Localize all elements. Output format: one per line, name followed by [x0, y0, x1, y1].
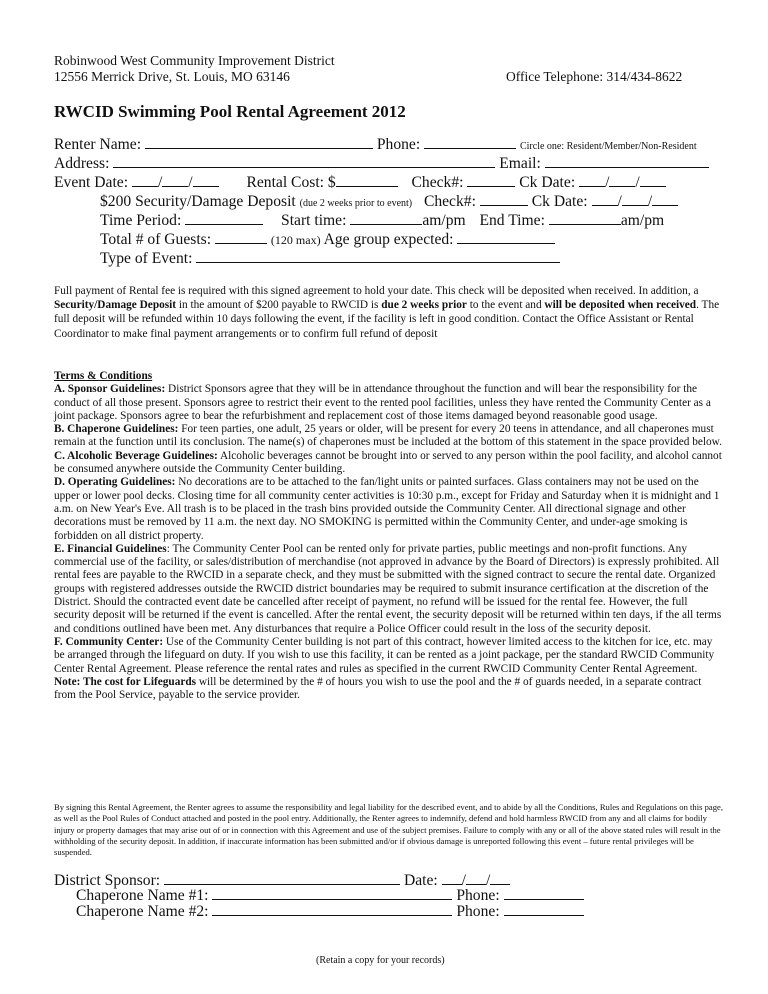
payment-bold: Security/Damage Deposit — [54, 299, 177, 312]
payment-paragraph — [54, 284, 724, 341]
security-deposit-note: (due 2 weeks prior to event) — [299, 198, 413, 209]
renter-name-label: Renter Name: — [54, 136, 142, 153]
org-address: 12556 Merrick Drive, St. Louis, MO 63146 — [54, 69, 290, 84]
terms-text: : The Community Center Pool can be rented only for private parties, public meetings and non-profit functions. Any commercial use of the facility, or sales/distribution of merchandise (not approved in advance by the Board of Directors) is expressly prohibited. All rental fees are payable to the RWCID in a separate check, and they must be submitted with the signed contract to secure the rental date. Organized groups with registered addresses outside the RWCID district boundaries may be required to submit insurance certification at the discretion of the District. Should the contracted event date be cancelled after receipt of payment, no refund will be issued for the rental fee. However, the full security deposit will be returned if the event is cancelled. After the rental event, the security deposit will be returned within ten days, if the all terms and conditions outlined have been met. Any disturbances that require a Police Officer could result in the loss of the security deposit. — [54, 542, 722, 635]
page-title: RWCID Swimming Pool Rental Agreement 2012 — [54, 102, 406, 121]
terms-item-f — [54, 636, 724, 676]
event-type-row — [100, 250, 560, 268]
payment-text: Full payment of Rental fee is required with this signed agreement to hold your date. This check will be deposited when received. In addition, a — [54, 285, 699, 297]
chaperone-1-label: Chaperone Name #1: — [76, 887, 209, 904]
phone-field[interactable] — [424, 147, 516, 149]
deposit-ck-year-field[interactable] — [652, 204, 678, 206]
check-number-field[interactable] — [467, 185, 515, 187]
date-slash: / — [605, 174, 610, 191]
chaperone-1-phone-label: Phone: — [456, 887, 500, 904]
terms-item-a — [54, 383, 724, 423]
terms-label: B. Chaperone Guidelines: — [54, 423, 179, 436]
start-time-field[interactable] — [350, 223, 422, 225]
deposit-check-field[interactable] — [480, 204, 528, 206]
sponsor-label: District Sponsor: — [54, 872, 161, 889]
sponsor-year-field[interactable] — [490, 883, 510, 885]
sponsor-month-field[interactable] — [442, 883, 462, 885]
rental-cost-label: Rental Cost: $ — [246, 174, 336, 191]
event-day-field[interactable] — [162, 185, 188, 187]
date-slash: / — [157, 174, 163, 191]
date-slash: / — [647, 193, 653, 210]
terms-text: For teen parties, one adult, 25 years or older, will be present for every 20 teens in attendance, and all chaperones must remain at the function until its conclusion. The name(s) of chaperones must be included at the bottom of this statement in the space provided below. — [54, 423, 722, 449]
payment-bold: due 2 weeks prior — [381, 299, 467, 312]
renter-name-field[interactable] — [145, 147, 373, 149]
ck-date-label: Ck Date: — [519, 174, 576, 191]
retain-copy-footer: (Retain a copy for your records) — [316, 955, 445, 966]
sponsor-date-label: Date: — [403, 872, 438, 889]
guests-field[interactable] — [215, 242, 267, 244]
terms-label: Note: The cost for Lifeguards — [54, 675, 197, 688]
deposit-ck-date-label: Ck Date: — [531, 193, 588, 210]
terms-note — [54, 676, 724, 703]
chaperone-2-phone-field[interactable] — [504, 914, 584, 916]
residency-options[interactable]: Circle one: Resident/Member/Non-Resident — [519, 141, 697, 152]
org-name: Robinwood West Community Improvement District — [54, 53, 335, 68]
address-row — [54, 155, 709, 173]
guests-row — [100, 231, 555, 249]
terms-label: A. Sponsor Guidelines: — [54, 383, 166, 396]
event-date-label: Event Date: — [54, 174, 129, 191]
event-month-field[interactable] — [132, 185, 158, 187]
terms-label: E. Financial Guidelines — [54, 542, 167, 555]
email-field[interactable] — [545, 166, 709, 168]
date-slash: / — [188, 174, 193, 191]
security-deposit-label: $200 Security/Damage Deposit — [100, 193, 296, 210]
terms-text: Use of the Community Center building is not part of this contract, however limited access to the kitchen for ice, etc. may be arranged through the lifeguard on duty. If you wish to use this facility, it can be rented as a joint package, per the standard RWCID Community Center Rental Agreement. Please reference the rental rates and rules as specified in the current RWCID Community Center Rental Agreement. — [54, 635, 715, 675]
end-time-label: End Time: — [479, 212, 545, 229]
terms-label: D. Operating Guidelines: — [54, 476, 176, 489]
terms-item-e — [54, 543, 724, 636]
payment-text: to the event and — [466, 299, 545, 312]
deposit-ck-day-field[interactable] — [622, 204, 648, 206]
sponsor-field[interactable] — [164, 883, 400, 885]
liability-fine-print: By signing this Rental Agreement, the Renter agrees to assume the responsibility and legal liability for the described event, and to abide by all the Conditions, Rules and Regulations on this page, as well as the Pool Rules of Conduct attached and posted in the pool entry. Additionally, the Renter agrees to indemnify, defend and hold harmless RWCID from any and all claims for bodily injury or property damages that may arise out of or in connection with this Agreement and use of the subject premises. Failure to comply with any or all of the above stated rules will result in the withholding of the security deposit. In addition, if inaccurate information has been submitted and/or if obvious damage is unreported following this event – future rental privileges will be suspended. — [54, 802, 723, 858]
date-slash: / — [461, 872, 466, 889]
payment-text: in the amount of $200 payable to RWCID is — [176, 299, 382, 312]
age-group-field[interactable] — [457, 242, 555, 244]
event-date-row — [54, 174, 666, 192]
terms-text: Alcoholic beverages cannot be brought into or served to any person within the pool facility, and alcohol cannot be consumed anywhere outside the Community Center building. — [54, 449, 722, 476]
start-time-label: Start time: — [281, 212, 347, 229]
ck-day-field[interactable] — [609, 185, 635, 187]
terms-label: C. Alcoholic Beverage Guidelines: — [54, 449, 218, 462]
end-am-pm[interactable]: am/pm — [620, 212, 665, 229]
chaperone-2-phone-label: Phone: — [456, 903, 500, 920]
email-label: Email: — [499, 155, 541, 172]
deposit-check-label: Check#: — [423, 193, 476, 210]
guests-max: (120 max) — [270, 233, 321, 247]
chaperone-2-row — [76, 903, 584, 921]
guests-label: Total # of Guests: — [100, 231, 212, 248]
address-label: Address: — [54, 155, 110, 172]
time-period-field[interactable] — [185, 223, 263, 225]
chaperone-1-phone-field[interactable] — [504, 898, 584, 900]
chaperone-2-label: Chaperone Name #2: — [76, 903, 209, 920]
event-year-field[interactable] — [193, 185, 219, 187]
rental-cost-field[interactable] — [336, 185, 398, 187]
terms-text: District Sponsors agree that they will be in attendance throughout the function and will bear the responsibility for the conduct of all those present. Sponsors agree to restrict their event to the rented pool facilities, unless they have rented the Community Center as a joint package. Sponsors agree to bear the refurbishment and replacement cost of those items damaged beyond reasonable good usage. — [54, 383, 711, 422]
date-slash: / — [635, 174, 640, 191]
security-deposit-row — [100, 193, 678, 211]
terms-label: F. Community Center: — [54, 635, 164, 648]
ck-year-field[interactable] — [640, 185, 666, 187]
address-field[interactable] — [113, 166, 495, 168]
office-phone: Office Telephone: 314/434-8622 — [506, 69, 683, 84]
end-time-field[interactable] — [549, 223, 621, 225]
time-period-label: Time Period: — [100, 212, 182, 229]
check-number-label: Check#: — [411, 174, 464, 191]
age-group-label: Age group expected: — [323, 231, 454, 248]
renter-name-row — [54, 136, 697, 154]
chaperone-1-field[interactable] — [212, 898, 452, 900]
sponsor-day-field[interactable] — [466, 883, 486, 885]
terms-heading: Terms & Conditions — [54, 370, 153, 382]
terms-item-b — [54, 423, 724, 450]
ck-month-field[interactable] — [579, 185, 605, 187]
chaperone-2-field[interactable] — [212, 914, 452, 916]
payment-bold: will be deposited when received — [544, 299, 697, 312]
event-type-field[interactable] — [196, 261, 560, 263]
payment-text: . The full deposit will be refunded within 10 days following the event, if the facility is left in good condition. Contact the Office Assistant or Rental Coordinator to make final payment arrangements or to confirm full refund of deposit — [54, 299, 720, 340]
terms-text: No decorations are to be attached to the fan/light units or painted surfaces. Glass containers may not be used on the upper or lower pool decks. Closing time for all community center activities is 10:30 p.m., except for Friday and Saturday when it is midnight and 1 a.m. on New Year's Eve. All trash is to be placed in the trash bins provided outside the Community Center. All directional signage and other decorations must be removed by 11 a.m. the next day. NO SMOKING is permitted within the Community Center, and under-age smoking is forbidden on all district property. — [54, 476, 720, 542]
terms-item-c — [54, 450, 724, 477]
time-period-row — [100, 212, 664, 230]
date-slash: / — [485, 872, 491, 889]
event-type-label: Type of Event: — [100, 250, 193, 267]
start-am-pm[interactable]: am/pm — [422, 212, 466, 229]
terms-section — [54, 370, 724, 702]
terms-item-d — [54, 476, 724, 542]
date-slash: / — [617, 193, 622, 210]
phone-label: Phone: — [376, 136, 421, 153]
deposit-ck-month-field[interactable] — [592, 204, 618, 206]
terms-text: will be determined by the # of hours you wish to use the pool and the # of guards needed, in a separate contract from the Pool Service, payable to the service provider. — [54, 675, 702, 702]
